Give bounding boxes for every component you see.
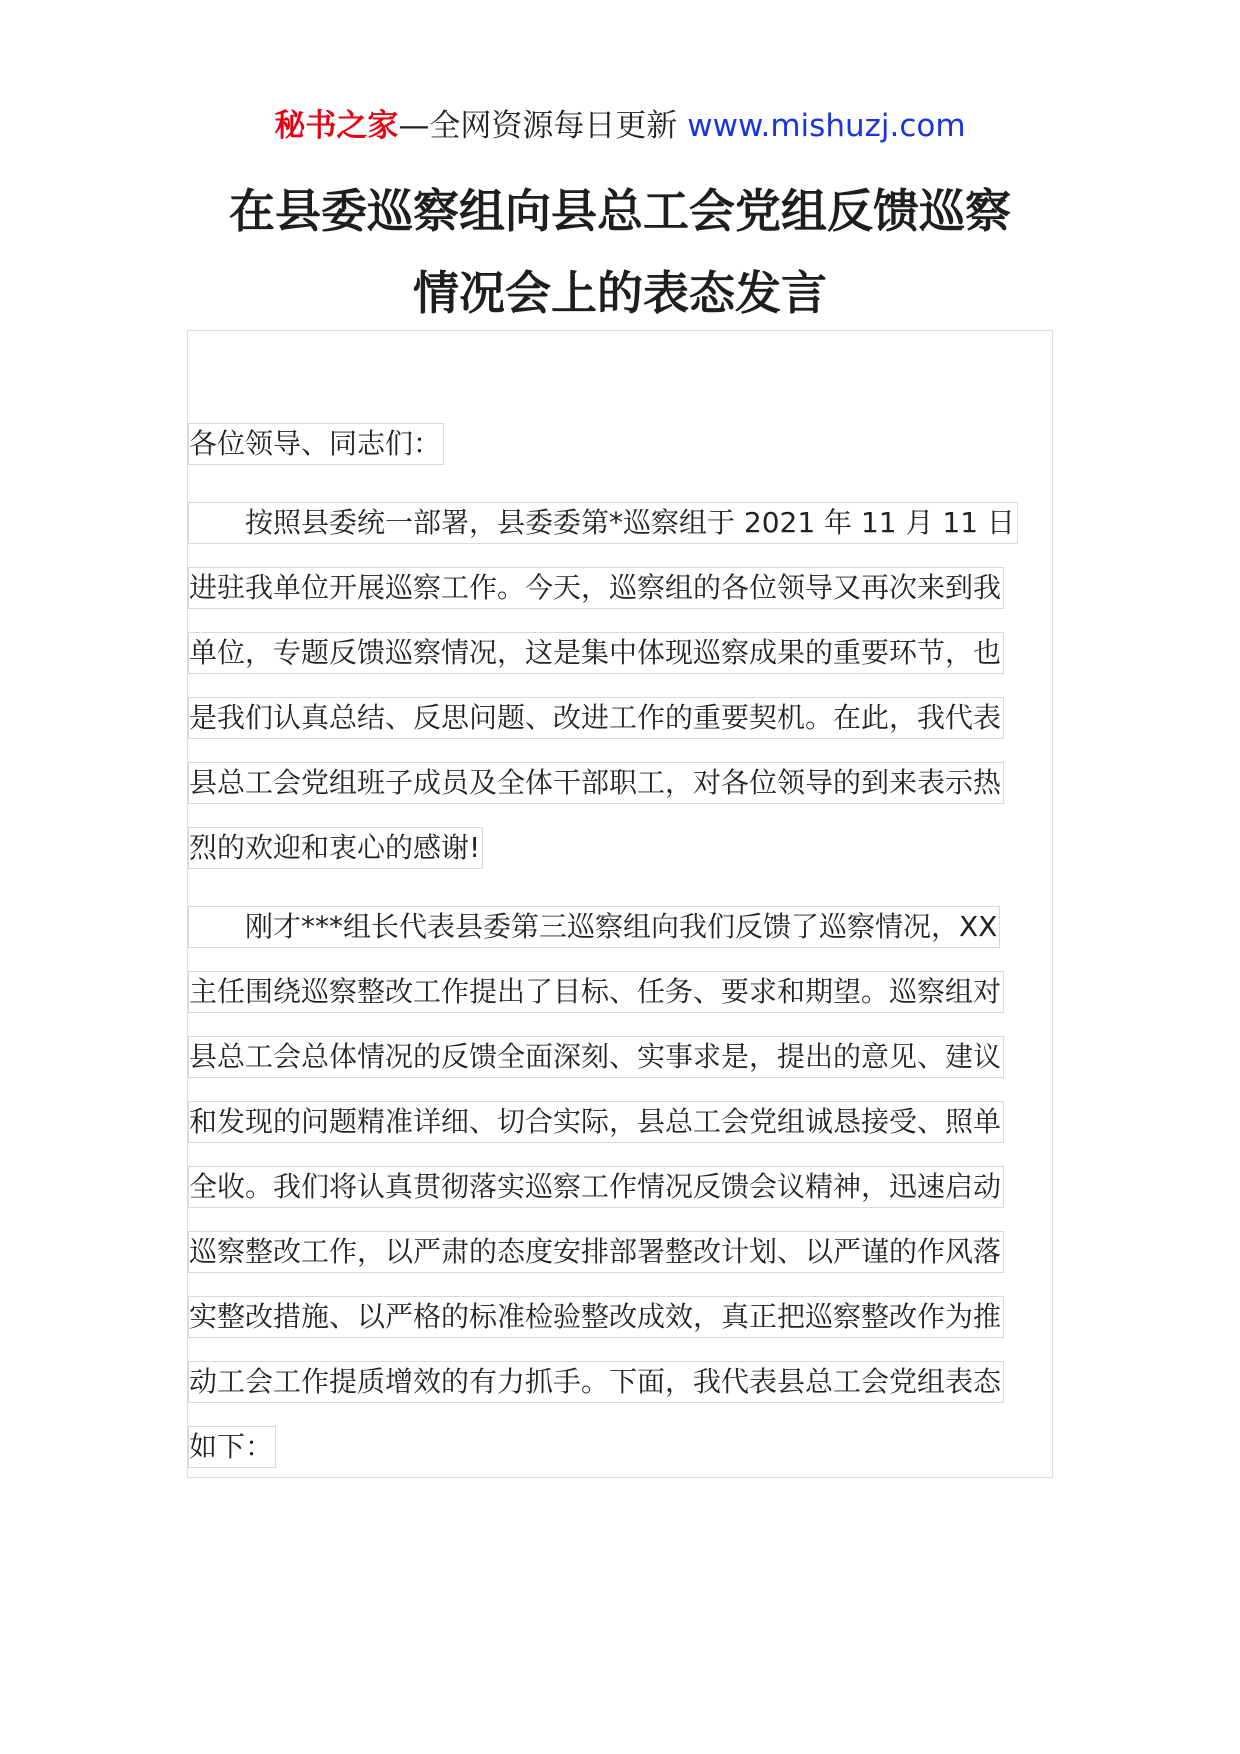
paragraph-line: 进驻我单位开展巡察工作。今天，巡察组的各位领导又再次来到我 <box>188 567 1004 609</box>
document-title <box>0 170 1240 334</box>
site-header <box>0 104 1240 148</box>
paragraph-line: 单位，专题反馈巡察情况，这是集中体现巡察成果的重要环节，也 <box>188 632 1004 674</box>
title-line-1: 在县委巡察组向县总工会党组反馈巡察 <box>229 184 1011 238</box>
paragraph-2 <box>188 906 1048 1491</box>
greeting-text: 各位领导、同志们： <box>188 423 444 465</box>
paragraph-line: 和发现的问题精准详细、切合实际，县总工会党组诚恳接受、照单 <box>188 1101 1004 1143</box>
paragraph-line: 如下： <box>188 1426 276 1468</box>
paragraph-line: 全收。我们将认真贯彻落实巡察工作情况反馈会议精神，迅速启动 <box>188 1166 1004 1208</box>
paragraph-line: 按照县委统一部署，县委委第*巡察组于 2021 年 11 月 11 日 <box>188 502 1018 544</box>
paragraph-line: 烈的欢迎和衷心的感谢! <box>188 827 483 869</box>
paragraph-1 <box>188 502 1048 892</box>
paragraph-line: 县总工会党组班子成员及全体干部职工，对各位领导的到来表示热 <box>188 762 1004 804</box>
header-url-link[interactable]: www.mishuzj.com <box>687 108 966 144</box>
greeting-block <box>188 423 1048 488</box>
paragraph-line: 主任围绕巡察整改工作提出了目标、任务、要求和期望。巡察组对 <box>188 971 1004 1013</box>
paragraph-line: 巡察整改工作，以严肃的态度安排部署整改计划、以严谨的作风落 <box>188 1231 1004 1273</box>
paragraph-line: 实整改措施、以严格的标准检验整改成效，真正把巡察整改作为推 <box>188 1296 1004 1338</box>
paragraph-line: 动工会工作提质增效的有力抓手。下面，我代表县总工会党组表态 <box>188 1361 1004 1403</box>
paragraph-line: 是我们认真总结、反思问题、改进工作的重要契机。在此，我代表 <box>188 697 1004 739</box>
header-tagline: —全网资源每日更新 <box>398 108 678 144</box>
title-line-2: 情况会上的表态发言 <box>413 266 827 320</box>
paragraph-line: 县总工会总体情况的反馈全面深刻、实事求是，提出的意见、建议 <box>188 1036 1004 1078</box>
paragraph-line: 刚才***组长代表县委第三巡察组向我们反馈了巡察情况，XX <box>188 906 1000 948</box>
brand-name: 秘书之家 <box>274 108 399 144</box>
